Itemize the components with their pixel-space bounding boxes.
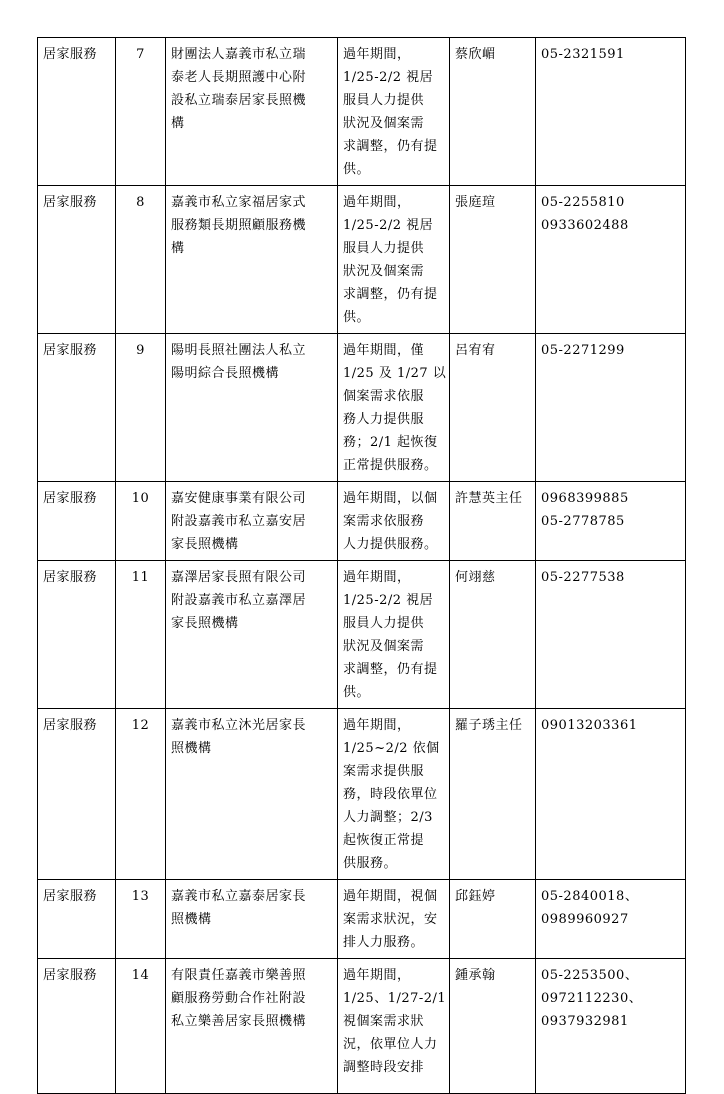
organization-name-cell-line: 構 (171, 241, 185, 256)
holiday-status-cell-line: 求調整，仍有提 (343, 662, 438, 677)
phone-cell-line: 05-2271299 (541, 343, 625, 358)
table-row (38, 38, 686, 186)
phone-cell (536, 959, 686, 1094)
organization-name-cell-line: 服務類長期照顧服務機 (171, 218, 307, 233)
organization-name-cell-line: 嘉安健康事業有限公司 (171, 491, 307, 506)
organization-name-cell-line: 附設嘉義市私立嘉澤居 (171, 593, 307, 608)
table-body (38, 38, 686, 1094)
holiday-status-cell-line: 過年期間， (343, 968, 411, 983)
holiday-status-cell-line: 人力提供服務。 (343, 537, 438, 552)
organization-name-cell-line: 嘉義市私立家福居家式 (171, 195, 307, 210)
organization-name-cell-line: 設私立瑞泰居家長照機 (171, 93, 307, 108)
organization-name-cell (166, 959, 338, 1094)
row-number-cell: 13 (116, 880, 166, 959)
service-category-cell: 居家服務 (38, 561, 116, 709)
organization-name-cell (166, 334, 338, 482)
holiday-status-cell-line: 案需求提供服 (343, 764, 425, 779)
row-number-cell: 9 (116, 334, 166, 482)
service-category-cell: 居家服務 (38, 482, 116, 561)
holiday-status-cell-line: 供。 (343, 162, 371, 177)
phone-cell-line: 0989960927 (541, 912, 629, 927)
contact-person-cell: 何翊慈 (450, 561, 536, 709)
holiday-status-cell (338, 38, 450, 186)
holiday-status-cell-line: 1/25 及 1/27 以 (343, 366, 447, 381)
organization-name-cell-line: 有限責任嘉義市樂善照 (171, 968, 307, 983)
organization-name-cell-line: 財團法人嘉義市私立瑞 (171, 47, 307, 62)
table-row (38, 959, 686, 1094)
organization-name-cell (166, 709, 338, 880)
holiday-status-cell-line: 視個案需求狀 (343, 1014, 425, 1029)
organization-name-cell-line: 附設嘉義市私立嘉安居 (171, 514, 307, 529)
organization-name-cell (166, 186, 338, 334)
holiday-status-cell-line: 1/25~2/2 依個 (343, 741, 440, 756)
holiday-status-cell (338, 709, 450, 880)
holiday-status-cell-line: 調整時段安排 (343, 1060, 425, 1075)
organization-name-cell-line: 泰老人長期照護中心附 (171, 70, 307, 85)
phone-cell (536, 186, 686, 334)
contact-person-cell: 邱鈺婷 (450, 880, 536, 959)
organization-name-cell-line: 顧服務勞動合作社附設 (171, 991, 307, 1006)
organization-name-cell (166, 38, 338, 186)
service-category-cell: 居家服務 (38, 334, 116, 482)
holiday-status-cell-line: 案需求狀況，安 (343, 912, 438, 927)
phone-cell-line: 05-2255810 (541, 195, 625, 210)
holiday-status-cell (338, 186, 450, 334)
holiday-status-cell-line: 務人力提供服 (343, 412, 425, 427)
phone-cell (536, 482, 686, 561)
holiday-status-cell-line: 服員人力提供 (343, 616, 425, 631)
holiday-status-cell-line: 1/25-2/2 視居 (343, 218, 434, 233)
contact-person-cell: 呂宥宥 (450, 334, 536, 482)
service-category-cell: 居家服務 (38, 709, 116, 880)
phone-cell-line: 05-2778785 (541, 514, 625, 529)
holiday-status-cell (338, 334, 450, 482)
service-category-cell: 居家服務 (38, 959, 116, 1094)
table-row (38, 880, 686, 959)
holiday-status-cell-line: 服員人力提供 (343, 241, 425, 256)
holiday-status-cell (338, 880, 450, 959)
holiday-status-cell-line: 排人力服務。 (343, 935, 425, 950)
contact-person-cell: 蔡欣嵋 (450, 38, 536, 186)
holiday-status-cell-line: 求調整，仍有提 (343, 139, 438, 154)
service-category-cell: 居家服務 (38, 880, 116, 959)
organization-name-cell-line: 私立樂善居家長照機構 (171, 1014, 307, 1029)
holiday-status-cell (338, 561, 450, 709)
holiday-status-cell-line: 1/25、1/27-2/1 (343, 991, 447, 1006)
table-row (38, 561, 686, 709)
holiday-status-cell-line: 起恢復正常提 (343, 833, 425, 848)
service-table (37, 37, 686, 1094)
holiday-status-cell-line: 狀況及個案需 (343, 639, 425, 654)
holiday-status-cell-line: 況，依單位人力 (343, 1037, 438, 1052)
holiday-status-cell-line: 過年期間， (343, 718, 411, 733)
phone-cell-line: 05-2840018、 (541, 889, 639, 904)
row-number-cell: 11 (116, 561, 166, 709)
phone-cell-line: 0933602488 (541, 218, 629, 233)
phone-cell-line: 0972112230、 (541, 991, 643, 1006)
holiday-status-cell-line: 人力調整；2/3 (343, 810, 433, 825)
holiday-status-cell-line: 過年期間，視個 (343, 889, 438, 904)
holiday-status-cell-line: 供服務。 (343, 856, 398, 871)
table-row (38, 709, 686, 880)
row-number-cell: 14 (116, 959, 166, 1094)
organization-name-cell-line: 嘉澤居家長照有限公司 (171, 570, 307, 585)
holiday-status-cell-line: 案需求依服務 (343, 514, 425, 529)
organization-name-cell-line: 嘉義市私立嘉泰居家長 (171, 889, 307, 904)
phone-cell (536, 334, 686, 482)
row-number-cell: 10 (116, 482, 166, 561)
holiday-status-cell-line: 過年期間， (343, 47, 411, 62)
contact-person-cell: 羅子琇主任 (450, 709, 536, 880)
organization-name-cell (166, 880, 338, 959)
holiday-status-cell-line: 務，時段依單位 (343, 787, 438, 802)
holiday-status-cell-line: 過年期間， (343, 570, 411, 585)
service-category-cell: 居家服務 (38, 186, 116, 334)
organization-name-cell-line: 照機構 (171, 741, 212, 756)
organization-name-cell (166, 482, 338, 561)
document-page (37, 37, 685, 1094)
holiday-status-cell-line: 過年期間， (343, 195, 411, 210)
holiday-status-cell-line: 供。 (343, 685, 371, 700)
table-row (38, 482, 686, 561)
holiday-status-cell-line: 狀況及個案需 (343, 264, 425, 279)
holiday-status-cell-line: 過年期間，僅 (343, 343, 425, 358)
holiday-status-cell (338, 959, 450, 1094)
row-number-cell: 12 (116, 709, 166, 880)
organization-name-cell-line: 照機構 (171, 912, 212, 927)
table-row (38, 334, 686, 482)
holiday-status-cell-line: 1/25-2/2 視居 (343, 70, 434, 85)
holiday-status-cell-line: 供。 (343, 310, 371, 325)
organization-name-cell-line: 嘉義市私立沐光居家長 (171, 718, 307, 733)
holiday-status-cell-line: 務；2/1 起恢復 (343, 435, 438, 450)
organization-name-cell-line: 家長照機構 (171, 616, 239, 631)
holiday-status-cell-line: 狀況及個案需 (343, 116, 425, 131)
contact-person-cell: 鍾承翰 (450, 959, 536, 1094)
phone-cell (536, 709, 686, 880)
contact-person-cell: 許慧英主任 (450, 482, 536, 561)
table-row (38, 186, 686, 334)
phone-cell-line: 0968399885 (541, 491, 629, 506)
row-number-cell: 8 (116, 186, 166, 334)
contact-person-cell: 張庭瑄 (450, 186, 536, 334)
phone-cell (536, 561, 686, 709)
phone-cell-line: 0937932981 (541, 1014, 629, 1029)
phone-cell-line: 05-2277538 (541, 570, 625, 585)
phone-cell (536, 38, 686, 186)
organization-name-cell-line: 家長照機構 (171, 537, 239, 552)
phone-cell-line: 05-2253500、 (541, 968, 639, 983)
holiday-status-cell (338, 482, 450, 561)
holiday-status-cell-line: 求調整，仍有提 (343, 287, 438, 302)
holiday-status-cell-line: 正常提供服務。 (343, 458, 438, 473)
row-number-cell: 7 (116, 38, 166, 186)
organization-name-cell-line: 陽明綜合長照機構 (171, 366, 280, 381)
holiday-status-cell-line: 服員人力提供 (343, 93, 425, 108)
organization-name-cell-line: 構 (171, 116, 185, 131)
holiday-status-cell-line: 個案需求依服 (343, 389, 425, 404)
organization-name-cell (166, 561, 338, 709)
holiday-status-cell-line: 過年期間，以個 (343, 491, 438, 506)
holiday-status-cell-line: 1/25-2/2 視居 (343, 593, 434, 608)
phone-cell-line: 09013203361 (541, 718, 638, 733)
service-category-cell: 居家服務 (38, 38, 116, 186)
organization-name-cell-line: 陽明長照社團法人私立 (171, 343, 307, 358)
phone-cell-line: 05-2321591 (541, 47, 625, 62)
phone-cell (536, 880, 686, 959)
